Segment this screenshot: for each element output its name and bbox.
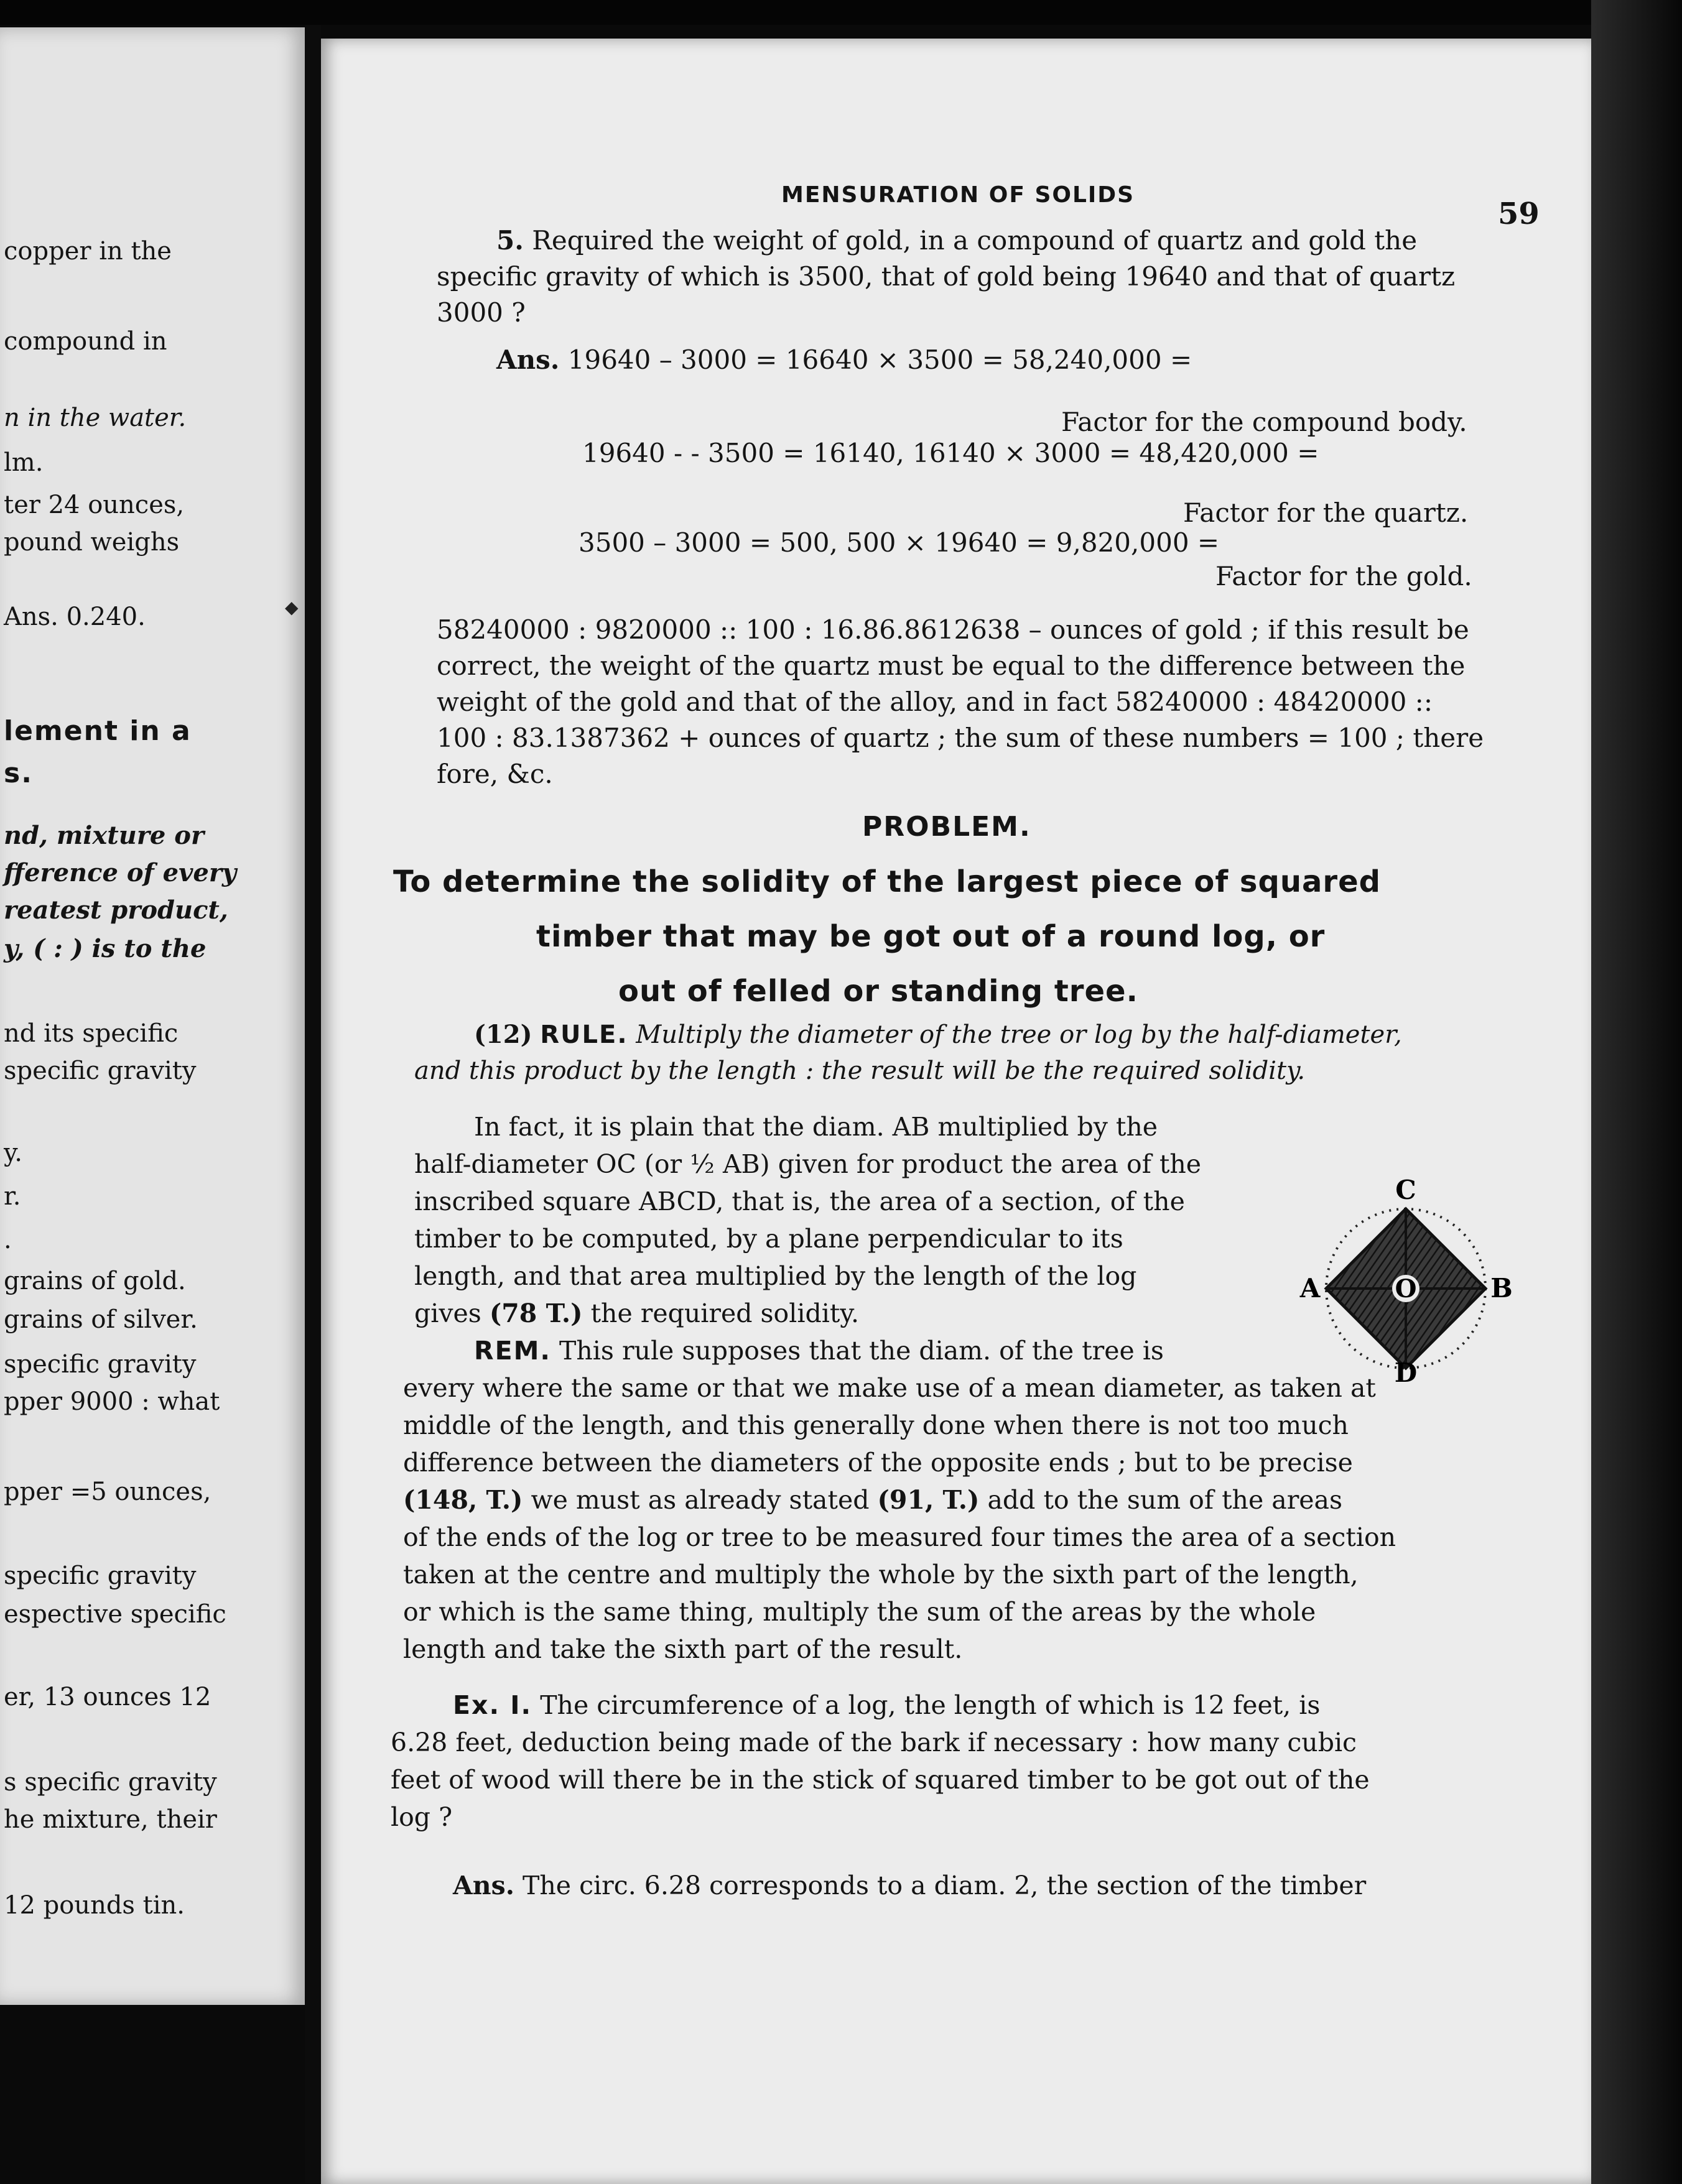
example-5-line: specific gravity of which is 3500, that of gold being 19640 and that of quartz bbox=[437, 261, 1456, 292]
remark-line: length and take the sixth part of the result. bbox=[403, 1634, 963, 1664]
example-5-line: 3000 ? bbox=[437, 297, 526, 328]
left-line: ter 24 ounces, bbox=[4, 491, 185, 519]
left-line: nd its specific bbox=[4, 1019, 179, 1048]
factor-label: Factor for the quartz. bbox=[1183, 497, 1469, 528]
example-1-answer: Ans. The circ. 6.28 corresponds to a diam. 2, the section of the timber bbox=[453, 1871, 1367, 1900]
remark-line: (148, T.) we must as already stated (91, T.) add to the sum of the areas bbox=[403, 1485, 1343, 1515]
right-page bbox=[321, 39, 1591, 2184]
fact-line: gives (78 T.) the required solidity. bbox=[414, 1298, 860, 1328]
margin-mark: ◆ bbox=[285, 597, 299, 618]
left-line: Ans. 0.240. bbox=[4, 603, 146, 631]
left-line: grains of silver. bbox=[4, 1305, 198, 1334]
example-5-calc: 3500 – 3000 = 500, 500 × 19640 = 9,820,000 = bbox=[578, 527, 1220, 558]
example-1-line: feet of wood will there be in the stick of squared timber to be got out of the bbox=[391, 1765, 1370, 1795]
remark-line: every where the same or that we make use of a mean diameter, as taken at bbox=[403, 1373, 1376, 1403]
fact-line: inscribed square ABCD, that is, the area of a section, of the bbox=[414, 1187, 1185, 1216]
fact-line: length, and that area multiplied by the length of the log bbox=[414, 1261, 1137, 1291]
left-line: specific gravity bbox=[4, 1350, 197, 1379]
left-line: specific gravity bbox=[4, 1562, 197, 1590]
left-page-fragment bbox=[0, 27, 305, 2005]
running-header: MENSURATION OF SOLIDS bbox=[781, 182, 1135, 208]
label-a: A bbox=[1299, 1273, 1321, 1303]
left-line: copper in the bbox=[4, 237, 172, 266]
factor-label: Factor for the compound body. bbox=[1061, 407, 1467, 437]
left-line: y. bbox=[4, 1139, 22, 1167]
remark-line: taken at the centre and multiply the whole by the sixth part of the length, bbox=[403, 1560, 1359, 1589]
example-1-line: Ex. I. The circumference of a log, the length of which is 12 feet, is bbox=[453, 1690, 1321, 1720]
remark-line: or which is the same thing, multiply the sum of the areas by the whole bbox=[403, 1597, 1316, 1627]
label-b: B bbox=[1490, 1273, 1513, 1303]
left-line: he mixture, their bbox=[4, 1805, 217, 1834]
left-line: y, ( : ) is to the bbox=[4, 934, 207, 963]
fact-line: half-diameter OC (or ½ AB) given for product the area of the bbox=[414, 1149, 1202, 1179]
example-5-line: 5. Required the weight of gold, in a compound of quartz and gold the bbox=[496, 225, 1418, 256]
label-c: C bbox=[1395, 1175, 1416, 1205]
remark-line: REM. This rule supposes that the diam. of the tree is bbox=[474, 1336, 1164, 1366]
example-5-calc: Ans. 19640 – 3000 = 16640 × 3500 = 58,240,000 = bbox=[496, 345, 1192, 375]
example-5-text: fore, &c. bbox=[437, 759, 553, 789]
left-line: grains of gold. bbox=[4, 1267, 186, 1295]
problem-title: To determine the solidity of the largest piece of squared bbox=[393, 864, 1381, 899]
label-d: D bbox=[1394, 1358, 1418, 1382]
example-5-text: 58240000 : 9820000 :: 100 : 16.86.8612638 – ounces of gold ; if this result be bbox=[437, 614, 1469, 645]
left-line: pound weighs bbox=[4, 528, 180, 557]
left-line: . bbox=[4, 1226, 12, 1254]
scan-border-bottom bbox=[0, 2005, 305, 2184]
example-1-line: log ? bbox=[391, 1802, 453, 1832]
label-o: O bbox=[1395, 1274, 1417, 1303]
remark-line: of the ends of the log or tree to be measured four times the area of a section bbox=[403, 1522, 1396, 1552]
left-line: er, 13 ounces 12 bbox=[4, 1683, 211, 1711]
fact-line: timber to be computed, by a plane perpendicular to its bbox=[414, 1224, 1123, 1254]
problem-heading: PROBLEM. bbox=[862, 811, 1031, 843]
left-line: specific gravity bbox=[4, 1057, 197, 1085]
left-line: pper 9000 : what bbox=[4, 1387, 220, 1416]
left-heading: s. bbox=[4, 757, 33, 789]
book-gutter bbox=[305, 25, 321, 2183]
scan-border-top bbox=[0, 0, 1682, 25]
example-5-calc: 19640 - - 3500 = 16140, 16140 × 3000 = 48,420,000 = bbox=[582, 438, 1319, 468]
example-5-text: correct, the weight of the quartz must be equal to the difference between the bbox=[437, 650, 1466, 681]
page-number: 59 bbox=[1498, 197, 1540, 231]
left-line: fference of every bbox=[4, 858, 237, 887]
rule-line: and this product by the length : the result will be the required solidity. bbox=[414, 1057, 1306, 1085]
factor-label: Factor for the gold. bbox=[1215, 561, 1472, 591]
left-line: n in the water. bbox=[4, 404, 187, 432]
left-line: espective specific bbox=[4, 1600, 226, 1629]
left-heading: lement in a bbox=[4, 715, 192, 747]
left-line: pper =5 ounces, bbox=[4, 1478, 211, 1506]
remark-line: difference between the diameters of the opposite ends ; but to be precise bbox=[403, 1448, 1353, 1478]
left-line: s specific gravity bbox=[4, 1768, 217, 1797]
left-line: nd, mixture or bbox=[4, 821, 205, 850]
example-5-text: 100 : 83.1387362 + ounces of quartz ; the sum of these numbers = 100 ; there bbox=[437, 723, 1484, 753]
left-line: lm. bbox=[4, 448, 44, 477]
left-line: compound in bbox=[4, 327, 167, 356]
example-1-line: 6.28 feet, deduction being made of the bark if necessary : how many cubic bbox=[391, 1728, 1357, 1757]
inscribed-square-diagram bbox=[1273, 1158, 1534, 1382]
problem-title: timber that may be got out of a round log, or bbox=[536, 919, 1326, 954]
scan-border-right bbox=[1591, 0, 1682, 2184]
example-5-text: weight of the gold and that of the alloy, and in fact 58240000 : 48420000 :: bbox=[437, 687, 1433, 717]
rule-line: (12) RULE. Multiply the diameter of the tree or log by the half-diameter, bbox=[474, 1020, 1402, 1049]
remark-line: middle of the length, and this generally done when there is not too much bbox=[403, 1410, 1349, 1440]
left-line: r. bbox=[4, 1182, 21, 1211]
problem-title: out of felled or standing tree. bbox=[618, 974, 1138, 1009]
left-line: reatest product, bbox=[4, 895, 228, 925]
left-line: 12 pounds tin. bbox=[4, 1891, 185, 1920]
fact-line: In fact, it is plain that the diam. AB multiplied by the bbox=[474, 1112, 1158, 1142]
